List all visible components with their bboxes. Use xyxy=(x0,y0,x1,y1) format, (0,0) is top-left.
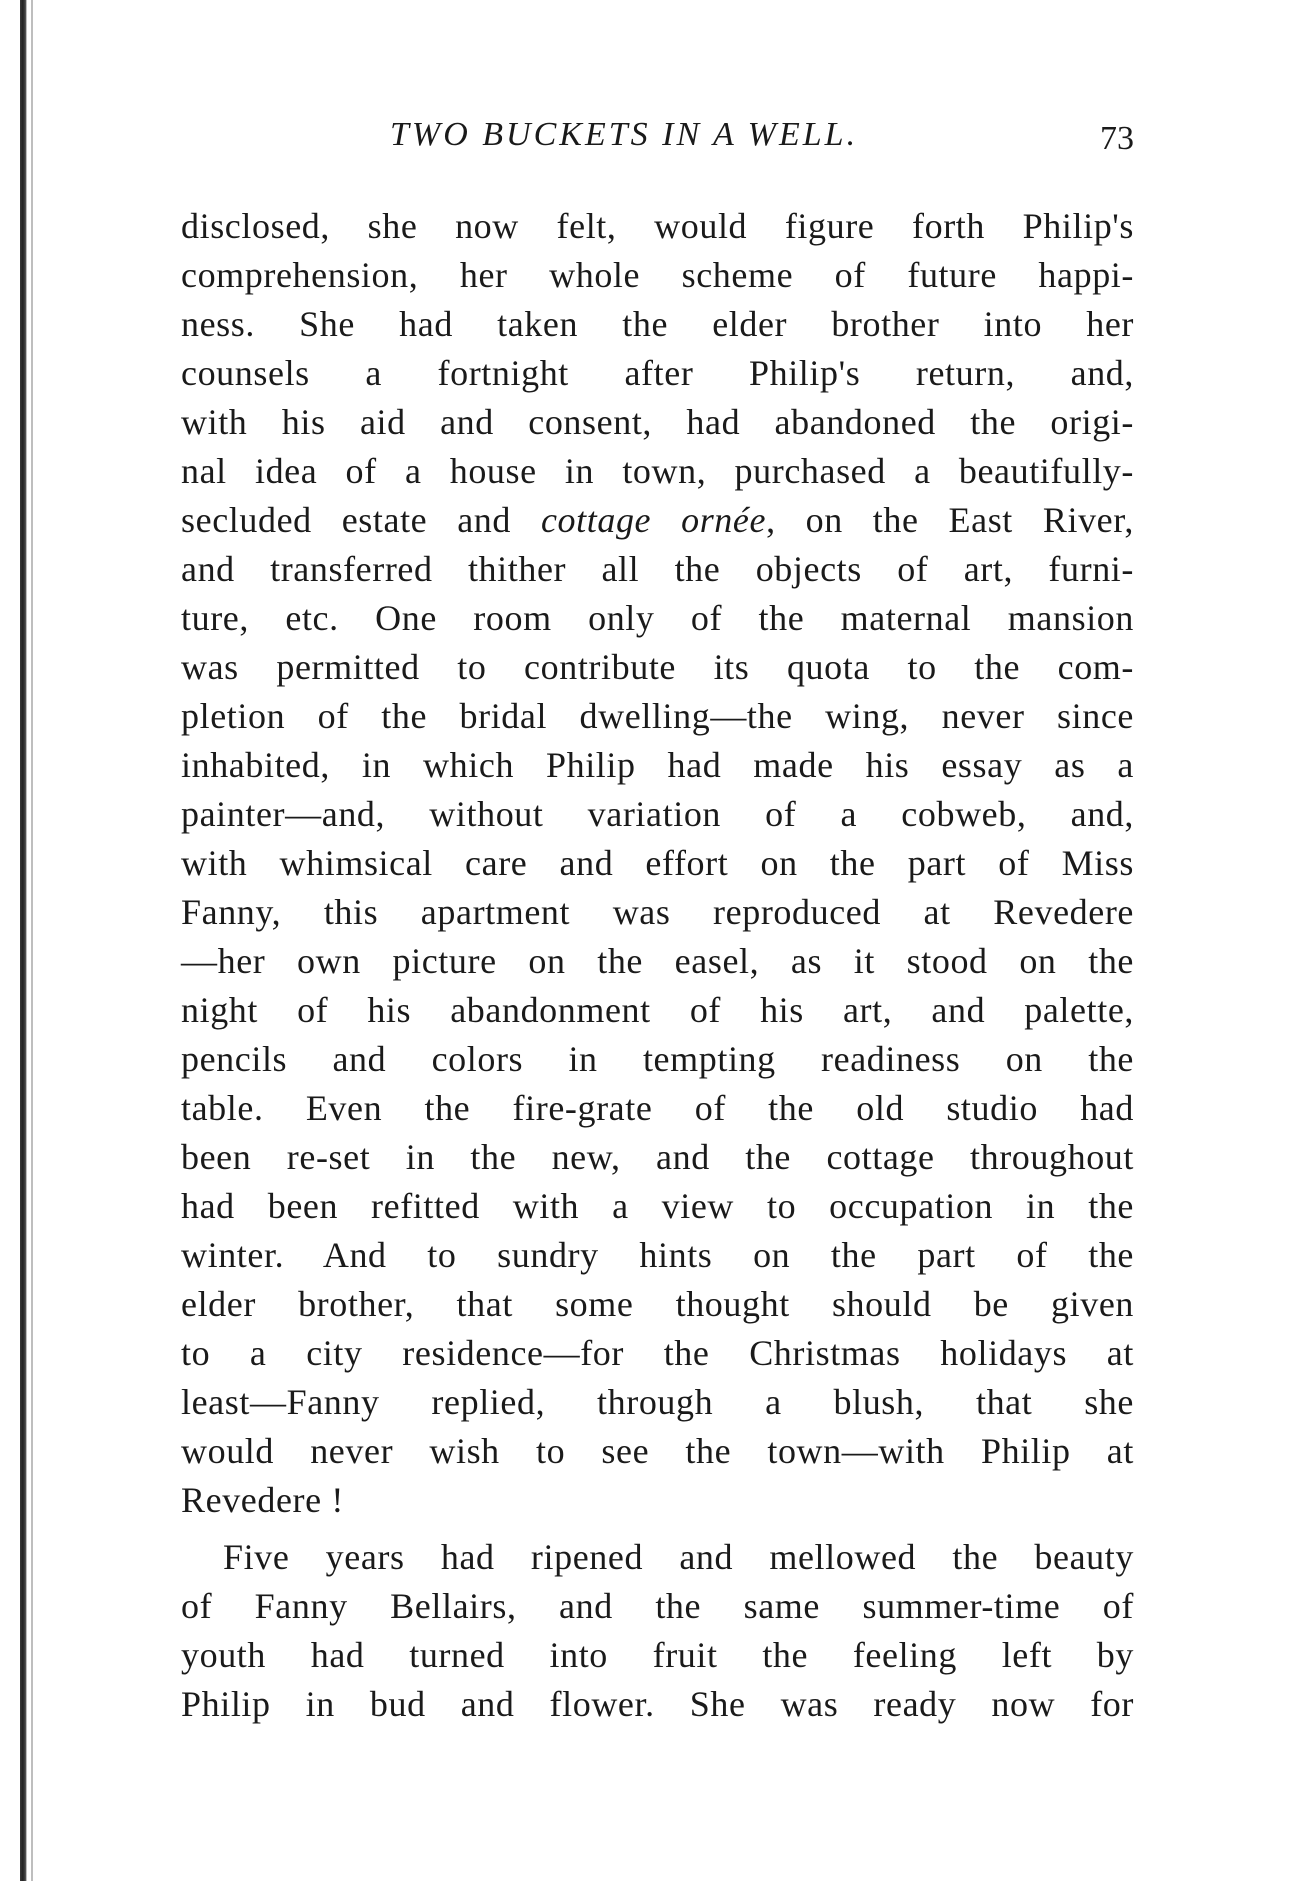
text-line: ness. She had taken the elder brother into her xyxy=(181,304,1134,344)
text-line: pencils and colors in tempting readiness on the xyxy=(181,1039,1134,1079)
text-line: —her own picture on the easel, as it stood on the xyxy=(181,941,1134,981)
text-line: inhabited, in which Philip had made his essay as a xyxy=(181,745,1134,785)
text-line: least—Fanny replied, through a blush, that she xyxy=(181,1382,1134,1422)
page-text xyxy=(181,202,1134,1729)
text-line: Revedere ! xyxy=(181,1480,344,1520)
text-line: been re-set in the new, and the cottage throughout xyxy=(181,1137,1134,1177)
binding-edge-line xyxy=(20,0,27,1881)
text-line: had been refitted with a view to occupation in the xyxy=(181,1186,1134,1226)
text-line: Fanny, this apartment was reproduced at Revedere xyxy=(181,892,1134,932)
text-line: with his aid and consent, had abandoned the origi- xyxy=(181,402,1134,442)
text-line: night of his abandonment of his art, and palette, xyxy=(181,990,1134,1030)
text-line: youth had turned into fruit the feeling left by xyxy=(181,1635,1134,1675)
text-line: elder brother, that some thought should be given xyxy=(181,1284,1134,1324)
paragraph-1 xyxy=(181,202,1134,1525)
page-number: 73 xyxy=(1100,120,1134,157)
text-line: secluded estate and cottage ornée, on the East River, xyxy=(181,500,1135,540)
text-line: ture, etc. One room only of the maternal mansion xyxy=(181,598,1134,638)
text-line: table. Even the fire-grate of the old studio had xyxy=(181,1088,1134,1128)
text-line: Philip in bud and flower. She was ready now for xyxy=(181,1684,1134,1724)
text-line: nal idea of a house in town, purchased a beautifully- xyxy=(181,451,1134,491)
text-line: to a city residence—for the Christmas holidays at xyxy=(181,1333,1134,1373)
text-line: painter—and, without variation of a cobweb, and, xyxy=(181,794,1134,834)
text-line: counsels a fortnight after Philip's return, and, xyxy=(181,353,1134,393)
running-title: TWO BUCKETS IN A WELL. xyxy=(390,116,859,153)
text-line: was permitted to contribute its quota to the com- xyxy=(181,647,1134,687)
text-line: pletion of the bridal dwelling—the wing, never since xyxy=(181,696,1134,736)
text-line: would never wish to see the town—with Philip at xyxy=(181,1431,1134,1471)
text-line: of Fanny Bellairs, and the same summer-time of xyxy=(181,1586,1134,1626)
paragraph-2 xyxy=(181,1533,1134,1729)
text-line: with whimsical care and effort on the part of Miss xyxy=(181,843,1134,883)
text-line: winter. And to sundry hints on the part of the xyxy=(181,1235,1134,1275)
text-line: Five years had ripened and mellowed the beauty xyxy=(223,1537,1134,1577)
text-line: disclosed, she now felt, would figure forth Philip's xyxy=(181,206,1134,246)
italic-phrase: cottage ornée xyxy=(540,500,767,540)
binding-edge-shadow xyxy=(31,0,33,1881)
text-line: and transferred thither all the objects of art, furni- xyxy=(181,549,1134,589)
text-line: comprehension, her whole scheme of future happi- xyxy=(181,255,1134,295)
running-head xyxy=(0,116,1290,166)
